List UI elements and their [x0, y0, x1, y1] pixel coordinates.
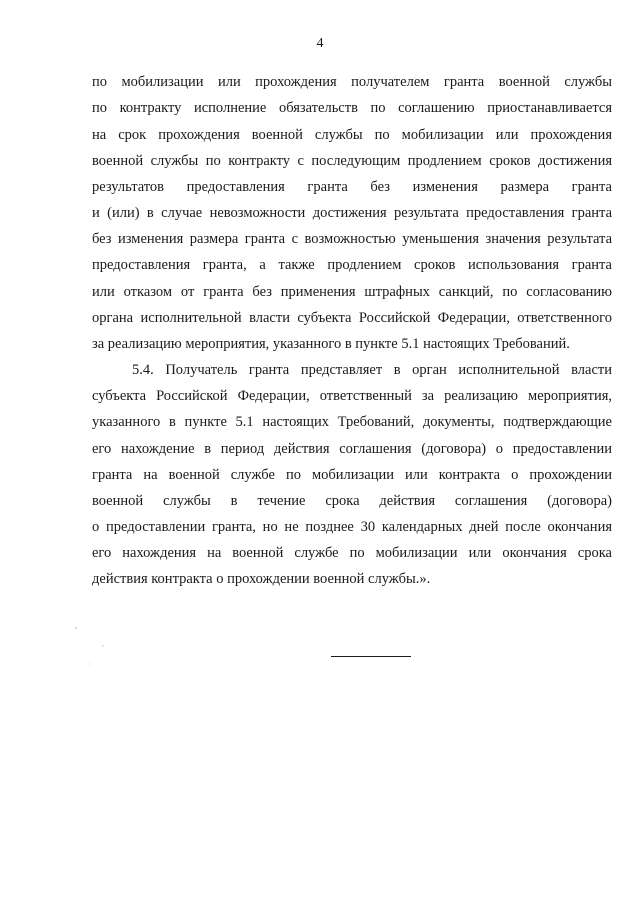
text-line: военной службы в течение срока действия соглашения (договора) — [92, 493, 612, 509]
text-line: или отказом от гранта без применения штрафных санкций, по согласованию — [92, 284, 612, 300]
text-line: его нахождения на военной службе по мобилизации или окончания срока — [92, 545, 612, 561]
text-line: военной службы по контракту с последующим продлением сроков достижения — [92, 153, 612, 169]
text-line: гранта на военной службе по мобилизации или контракта о прохождении — [92, 467, 612, 483]
page-number: 4 — [316, 36, 324, 51]
text-line: по контракту исполнение обязательств по соглашению приостанавливается — [92, 100, 612, 116]
text-line: без изменения размера гранта с возможностью уменьшения значения результата — [92, 231, 612, 247]
text-line: 5.4. Получатель гранта представляет в орган исполнительной власти — [132, 362, 612, 378]
text-line: за реализацию мероприятия, указанного в пункте 5.1 настоящих Требований. — [92, 336, 570, 352]
text-line: субъекта Российской Федерации, ответственный за реализацию мероприятия, — [92, 388, 612, 404]
text-line: результатов предоставления гранта без изменения размера гранта — [92, 179, 612, 195]
end-separator-line — [331, 656, 411, 657]
text-line: предоставления гранта, а также продлением сроков использования гранта — [92, 257, 612, 273]
text-line: действия контракта о прохождении военной службы.». — [92, 571, 431, 587]
text-line: и (или) в случае невозможности достижения результата предоставления гранта — [92, 205, 612, 221]
text-line: органа исполнительной власти субъекта Российской Федерации, ответственного — [92, 310, 612, 326]
text-line: о предоставлении гранта, но не позднее 30 календарных дней после окончания — [92, 519, 612, 535]
text-line: по мобилизации или прохождения получателем гранта военной службы — [92, 74, 612, 90]
text-line: его нахождение в период действия соглашения (договора) о предоставлении — [92, 441, 612, 457]
scan-specks — [70, 620, 130, 680]
text-line: указанного в пункте 5.1 настоящих Требований, документы, подтверждающие — [92, 414, 612, 430]
text-line: на срок прохождения военной службы по мобилизации или прохождения — [92, 127, 612, 143]
